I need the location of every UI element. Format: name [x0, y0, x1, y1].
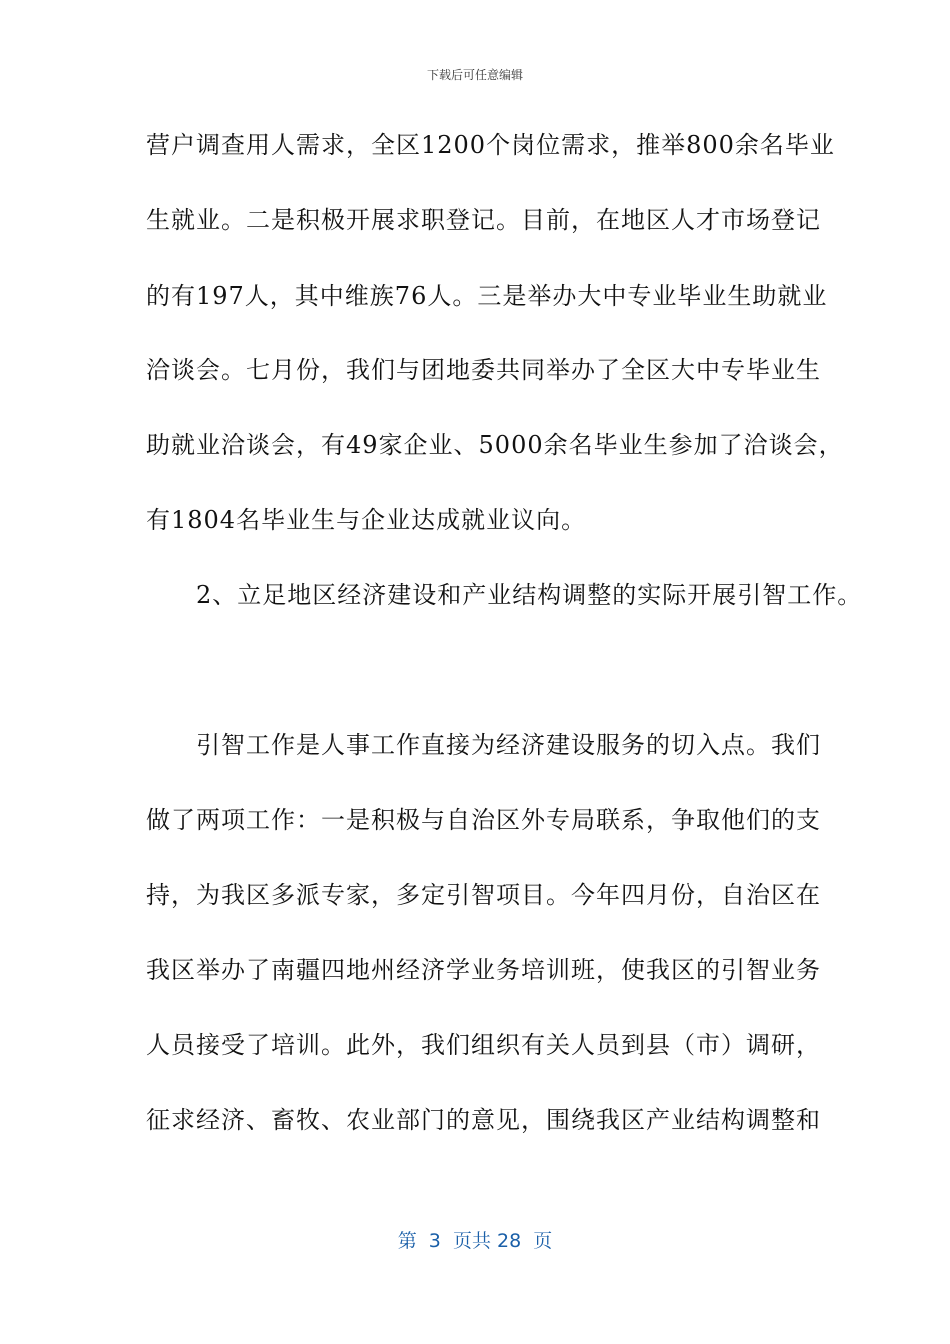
text-line: 人员接受了培训。此外，我们组织有关人员到县（市）调研， [146, 1031, 821, 1059]
text-line: 助就业洽谈会，有49家企业、5000余名毕业生参加了洽谈会， [146, 431, 844, 459]
text-line: 营户调查用人需求，全区1200个岗位需求，推举800余名毕业 [146, 131, 835, 159]
text-line: 征求经济、畜牧、农业部门的意见，围绕我区产业结构调整和 [146, 1106, 821, 1134]
section-heading: 2、立足地区经济建设和产业结构调整的实际开展引智工作。 [146, 581, 863, 609]
text-line: 的有197人，其中维族76人。三是举办大中专业毕业生助就业 [146, 282, 828, 310]
text-line: 生就业。二是积极开展求职登记。目前，在地区人才市场登记 [146, 206, 821, 234]
text-line: 引智工作是人事工作直接为经济建设服务的切入点。我们 [146, 731, 821, 759]
page-header-note: 下载后可任意编辑 [426, 68, 523, 82]
text-line: 有1804名毕业生与企业达成就业议向。 [146, 506, 587, 534]
page-number-footer: 第 3 页共 28 页 [397, 1230, 553, 1252]
text-line: 我区举办了南疆四地州经济学业务培训班，使我区的引智业务 [146, 956, 821, 984]
text-line: 持，为我区多派专家，多定引智项目。今年四月份，自治区在 [146, 881, 821, 909]
text-line: 洽谈会。七月份，我们与团地委共同举办了全区大中专毕业生 [146, 356, 821, 384]
text-line: 做了两项工作：一是积极与自治区外专局联系，争取他们的支 [146, 806, 821, 834]
